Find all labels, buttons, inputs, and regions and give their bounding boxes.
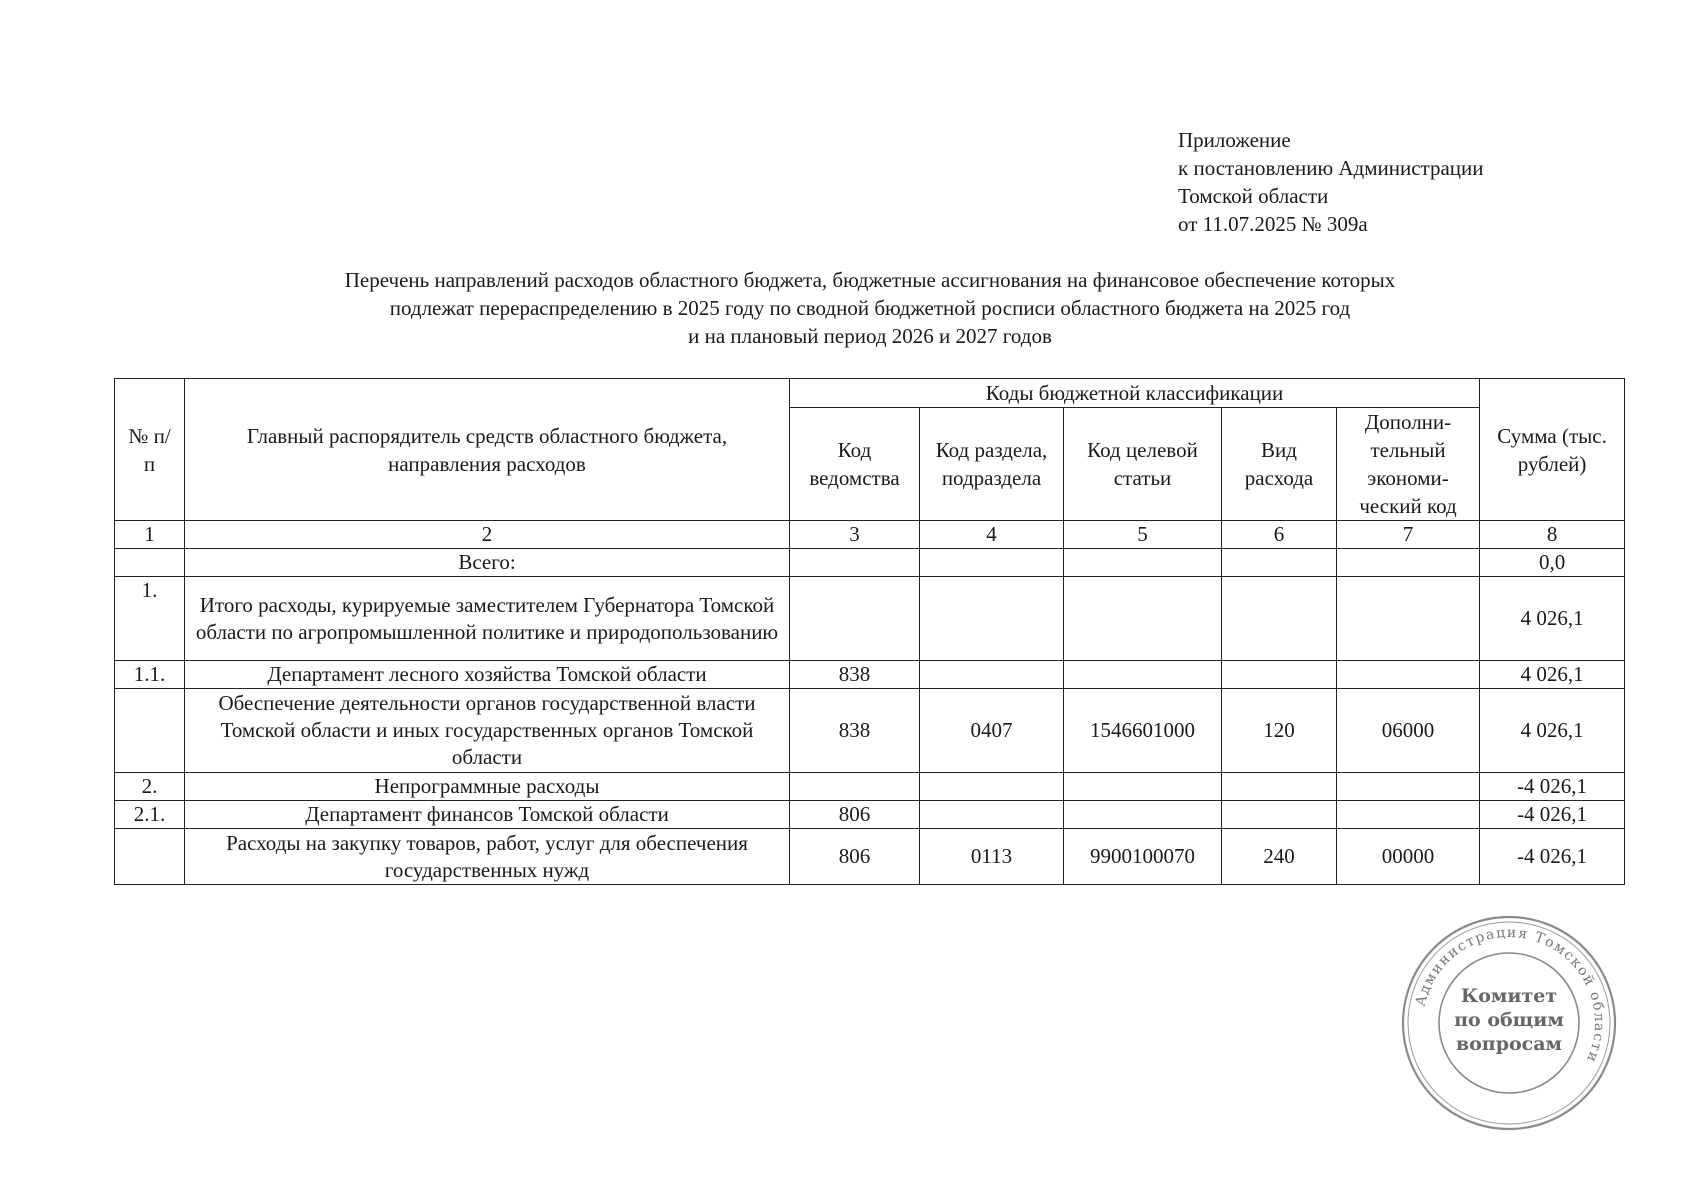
stamp-center-line: по общим (1454, 1009, 1564, 1031)
cell-econ (1337, 577, 1480, 661)
column-index: 2 (185, 521, 790, 549)
cell-sum: 4 026,1 (1480, 661, 1625, 689)
cell-econ: 06000 (1337, 689, 1480, 773)
cell-section (920, 773, 1064, 801)
cell-section (920, 801, 1064, 829)
cell-sum: 0,0 (1480, 549, 1625, 577)
title-line: подлежат перераспределению в 2025 году по сводной бюджетной росписи областного бюджета на 2025 год (389, 296, 1351, 320)
cell-name: Расходы на закупку товаров, работ, услуг для обеспечения государственных нужд (185, 829, 790, 885)
cell-name: Обеспечение деятельности органов государственной власти Томской области и иных государственных органов Томской области (185, 689, 790, 773)
cell-section (920, 661, 1064, 689)
cell-section (920, 577, 1064, 661)
cell-name: Всего: (185, 549, 790, 577)
cell-econ: 00000 (1337, 829, 1480, 885)
cell-target: 1546601000 (1064, 689, 1222, 773)
cell-target (1064, 773, 1222, 801)
cell-dept: 838 (790, 661, 920, 689)
cell-target: 9900100070 (1064, 829, 1222, 885)
cell-name: Непрограммные расходы (185, 773, 790, 801)
cell-section: 0407 (920, 689, 1064, 773)
column-index: 1 (115, 521, 185, 549)
cell-section (920, 549, 1064, 577)
column-index: 8 (1480, 521, 1625, 549)
header-codes-group: Коды бюджетной классификации (790, 379, 1480, 408)
stamp-seal-icon (1398, 912, 1620, 1134)
header-expense-type: Вид расхода (1222, 408, 1337, 521)
cell-num: 2. (115, 773, 185, 801)
header-econ-code: Дополни-тельный экономи-ческий код (1337, 408, 1480, 521)
cell-num (115, 549, 185, 577)
column-index: 3 (790, 521, 920, 549)
document-title (100, 266, 1640, 350)
cell-dept (790, 549, 920, 577)
header-section-code: Код раздела, подраздела (920, 408, 1064, 521)
cell-type (1222, 549, 1337, 577)
cell-type (1222, 801, 1337, 829)
column-index-row (115, 521, 1625, 549)
header-num: № п/п (115, 379, 185, 521)
header-name: Главный распорядитель средств областного бюджета, направления расходов (185, 379, 790, 521)
cell-type (1222, 773, 1337, 801)
cell-sum: -4 026,1 (1480, 773, 1625, 801)
cell-num: 1. (115, 577, 185, 661)
cell-sum: -4 026,1 (1480, 801, 1625, 829)
cell-sum: -4 026,1 (1480, 829, 1625, 885)
cell-econ (1337, 801, 1480, 829)
table-row (115, 661, 1625, 689)
budget-table (114, 378, 1625, 885)
cell-target (1064, 661, 1222, 689)
appendix-date-number: от 11.07.2025 № 309а (1178, 212, 1368, 236)
table-row (115, 549, 1625, 577)
table-row (115, 773, 1625, 801)
column-index: 7 (1337, 521, 1480, 549)
cell-type (1222, 661, 1337, 689)
appendix-line: к постановлению Администрации (1178, 156, 1484, 180)
cell-type (1222, 577, 1337, 661)
cell-num: 2.1. (115, 801, 185, 829)
cell-target (1064, 577, 1222, 661)
cell-num (115, 829, 185, 885)
appendix-block (1178, 126, 1484, 238)
header-target-code: Код целевой статьи (1064, 408, 1222, 521)
cell-num: 1.1. (115, 661, 185, 689)
stamp-ring-text: Администрация Томской области (1412, 924, 1608, 1066)
column-index: 4 (920, 521, 1064, 549)
cell-section: 0113 (920, 829, 1064, 885)
cell-name: Департамент финансов Томской области (185, 801, 790, 829)
cell-type: 240 (1222, 829, 1337, 885)
cell-econ (1337, 661, 1480, 689)
cell-dept (790, 577, 920, 661)
table-row (115, 577, 1625, 661)
column-index: 6 (1222, 521, 1337, 549)
cell-dept: 806 (790, 829, 920, 885)
cell-sum: 4 026,1 (1480, 689, 1625, 773)
header-sum: Сумма (тыс. рублей) (1480, 379, 1625, 521)
cell-sum: 4 026,1 (1480, 577, 1625, 661)
cell-dept: 806 (790, 801, 920, 829)
cell-name: Департамент лесного хозяйства Томской области (185, 661, 790, 689)
cell-dept (790, 773, 920, 801)
stamp-center-line: вопросам (1455, 1033, 1563, 1055)
cell-num (115, 689, 185, 773)
appendix-line: Приложение (1178, 128, 1291, 152)
column-index: 5 (1064, 521, 1222, 549)
cell-type: 120 (1222, 689, 1337, 773)
cell-target (1064, 801, 1222, 829)
stamp-center-line: Комитет (1460, 985, 1558, 1007)
cell-econ (1337, 549, 1480, 577)
title-line: Перечень направлений расходов областного бюджета, бюджетные ассигнования на финансовое обеспечение которых (344, 268, 1396, 292)
appendix-line: Томской области (1178, 184, 1329, 208)
header-dept-code: Код ведомства (790, 408, 920, 521)
table-row (115, 829, 1625, 885)
table-row (115, 801, 1625, 829)
official-stamp (1398, 912, 1620, 1134)
cell-target (1064, 549, 1222, 577)
title-line: и на плановый период 2026 и 2027 годов (688, 324, 1052, 348)
cell-dept: 838 (790, 689, 920, 773)
cell-econ (1337, 773, 1480, 801)
cell-name: Итого расходы, курируемые заместителем Губернатора Томской области по агропромышленной политике и природопользованию (185, 577, 790, 661)
table-row (115, 689, 1625, 773)
